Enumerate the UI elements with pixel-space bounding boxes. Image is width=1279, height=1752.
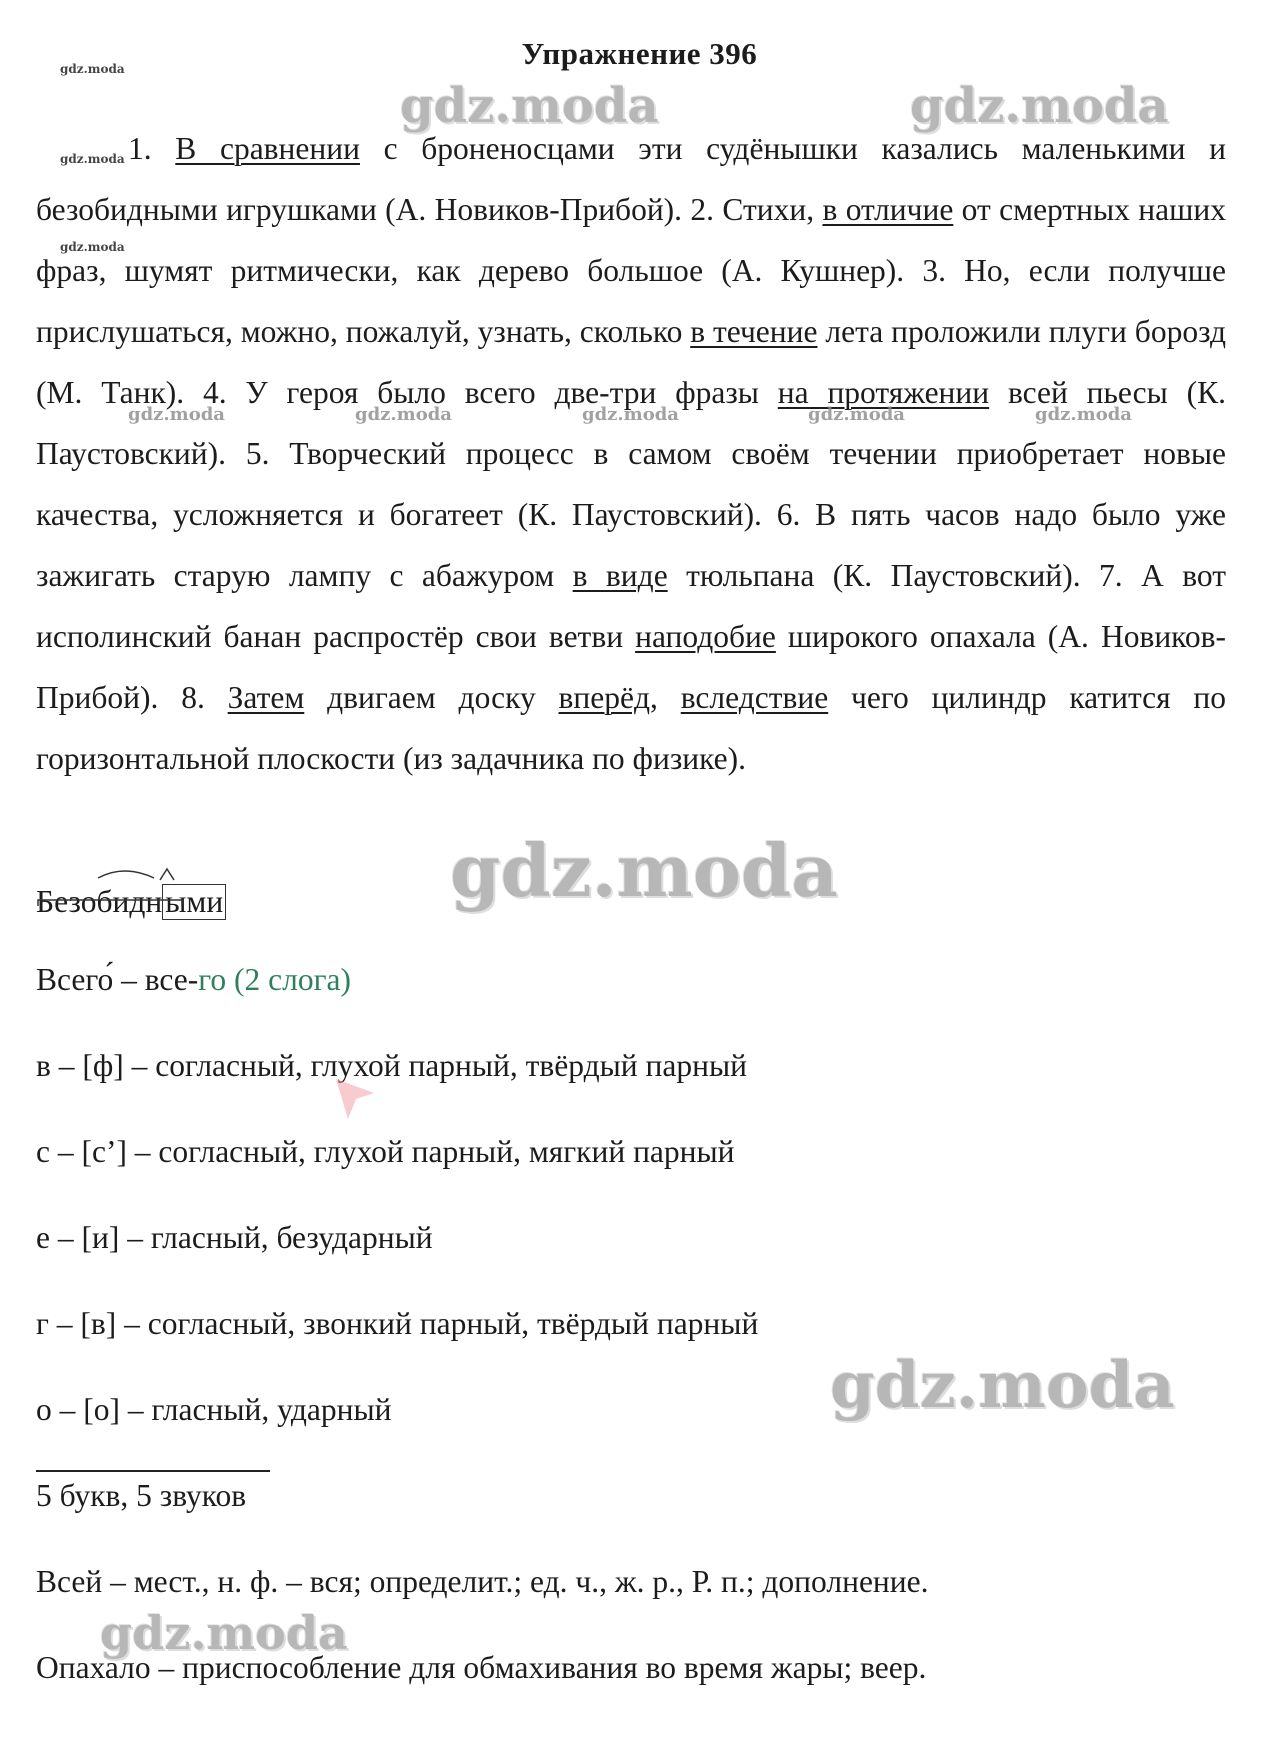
watermark: gdz.moda: [60, 62, 125, 76]
sentence-text: ,: [650, 680, 681, 715]
phonetic-word-b: го (2 слога): [198, 962, 351, 997]
watermark: gdz.moda: [60, 240, 125, 254]
preposition-underlined: в течение: [690, 314, 818, 349]
watermark: gdz.moda: [830, 1348, 1175, 1423]
sentence-text: лета проложили плуги борозд (М. Танк). 4. У героя было всего две-три фразы: [36, 314, 1226, 410]
sentence-text: тюльпана (К. Паустовский). 7. А вот исполинский банан распростёр свои ветви: [36, 558, 1226, 654]
phonetic-row: е – [и] – гласный, безударный: [36, 1220, 433, 1255]
exercise-text: [36, 118, 1226, 789]
watermark: gdz.moda: [808, 404, 905, 425]
watermark: gdz.moda: [100, 1606, 348, 1660]
phonetic-summary: 5 букв, 5 звуков: [36, 1478, 247, 1513]
watermark: gdz.moda: [355, 404, 452, 425]
adverb-underlined: вперёд: [558, 680, 651, 715]
sentence-text: всей пьесы (К. Паустовский). 5. Творческий процесс в самом своём течении приобретает новые качества, усложняется и богатеет (К. Паустовский). 6. В пять часов надо было уже зажигать старую лампу с абажуром: [36, 375, 1226, 593]
preposition-underlined: наподобие: [635, 619, 776, 654]
sentence-text: двигаем доску: [304, 680, 559, 715]
watermark: gdz.moda: [400, 78, 659, 134]
watermark: gdz.moda: [910, 78, 1169, 134]
separator-line: [36, 1470, 270, 1472]
watermark: gdz.moda: [582, 404, 679, 425]
pencil-icon: [330, 1075, 380, 1125]
preposition-underlined: в виде: [572, 558, 668, 593]
sentence-text: широкого опахала (А. Новиков-Прибой). 8.: [36, 619, 1226, 715]
preposition-underlined: В сравнении: [175, 131, 360, 166]
preposition-underlined: в отличие: [822, 192, 954, 227]
sentence-text: чего цилиндр катится по горизонтальной плоскости (из задачника по физике).: [36, 680, 1227, 776]
stem-text: Безобидн: [36, 884, 163, 919]
ending-box: ыми: [162, 884, 226, 920]
page-title: Упражнение 396: [521, 36, 758, 71]
exercise-paragraph: [36, 118, 1226, 789]
phonetic-row: с – [с’] – согласный, глухой парный, мягкий парный: [36, 1134, 735, 1169]
morphological-analysis: Всей – мест., н. ф. – вся; определит.; ед. ч., ж. р., Р. п.; дополнение.: [36, 1564, 929, 1599]
phonetic-word: [36, 960, 351, 1000]
morpheme-marks: [36, 866, 196, 906]
preposition-underlined: на протяжении: [777, 375, 990, 410]
phonetic-word-a: Всего́ – все-: [36, 962, 199, 997]
sentence-text: с броненосцами эти судёнышки казались маленькими и безобидными игрушками (А. Новиков-Прибой). 2. Стихи,: [36, 131, 1227, 227]
sentence-text: от смертных наших фраз, шумят ритмически, как дерево большое (А. Кушнер). 3. Но, если получше прислушаться, можно, пожалуй, узнать, сколько: [36, 192, 1226, 349]
preposition-underlined: вследствие: [680, 680, 829, 715]
watermark: gdz.moda: [60, 152, 125, 166]
lexical-analysis: Опахало – приспособление для обмахивания во время жары; веер.: [36, 1650, 927, 1685]
word-stem: [36, 884, 162, 920]
sentence-number: 1.: [128, 131, 176, 166]
morpheme-parse: [36, 884, 226, 920]
phonetic-row: в – [ф] – согласный, глухой парный, твёрдый парный: [36, 1048, 748, 1083]
watermark: gdz.moda: [450, 828, 838, 913]
watermark: gdz.moda: [1035, 404, 1132, 425]
phonetic-row: г – [в] – согласный, звонкий парный, твёрдый парный: [36, 1306, 759, 1341]
watermark: gdz.moda: [128, 404, 225, 425]
adverb-underlined: Затем: [227, 680, 305, 715]
phonetic-row: о – [о] – гласный, ударный: [36, 1392, 392, 1427]
